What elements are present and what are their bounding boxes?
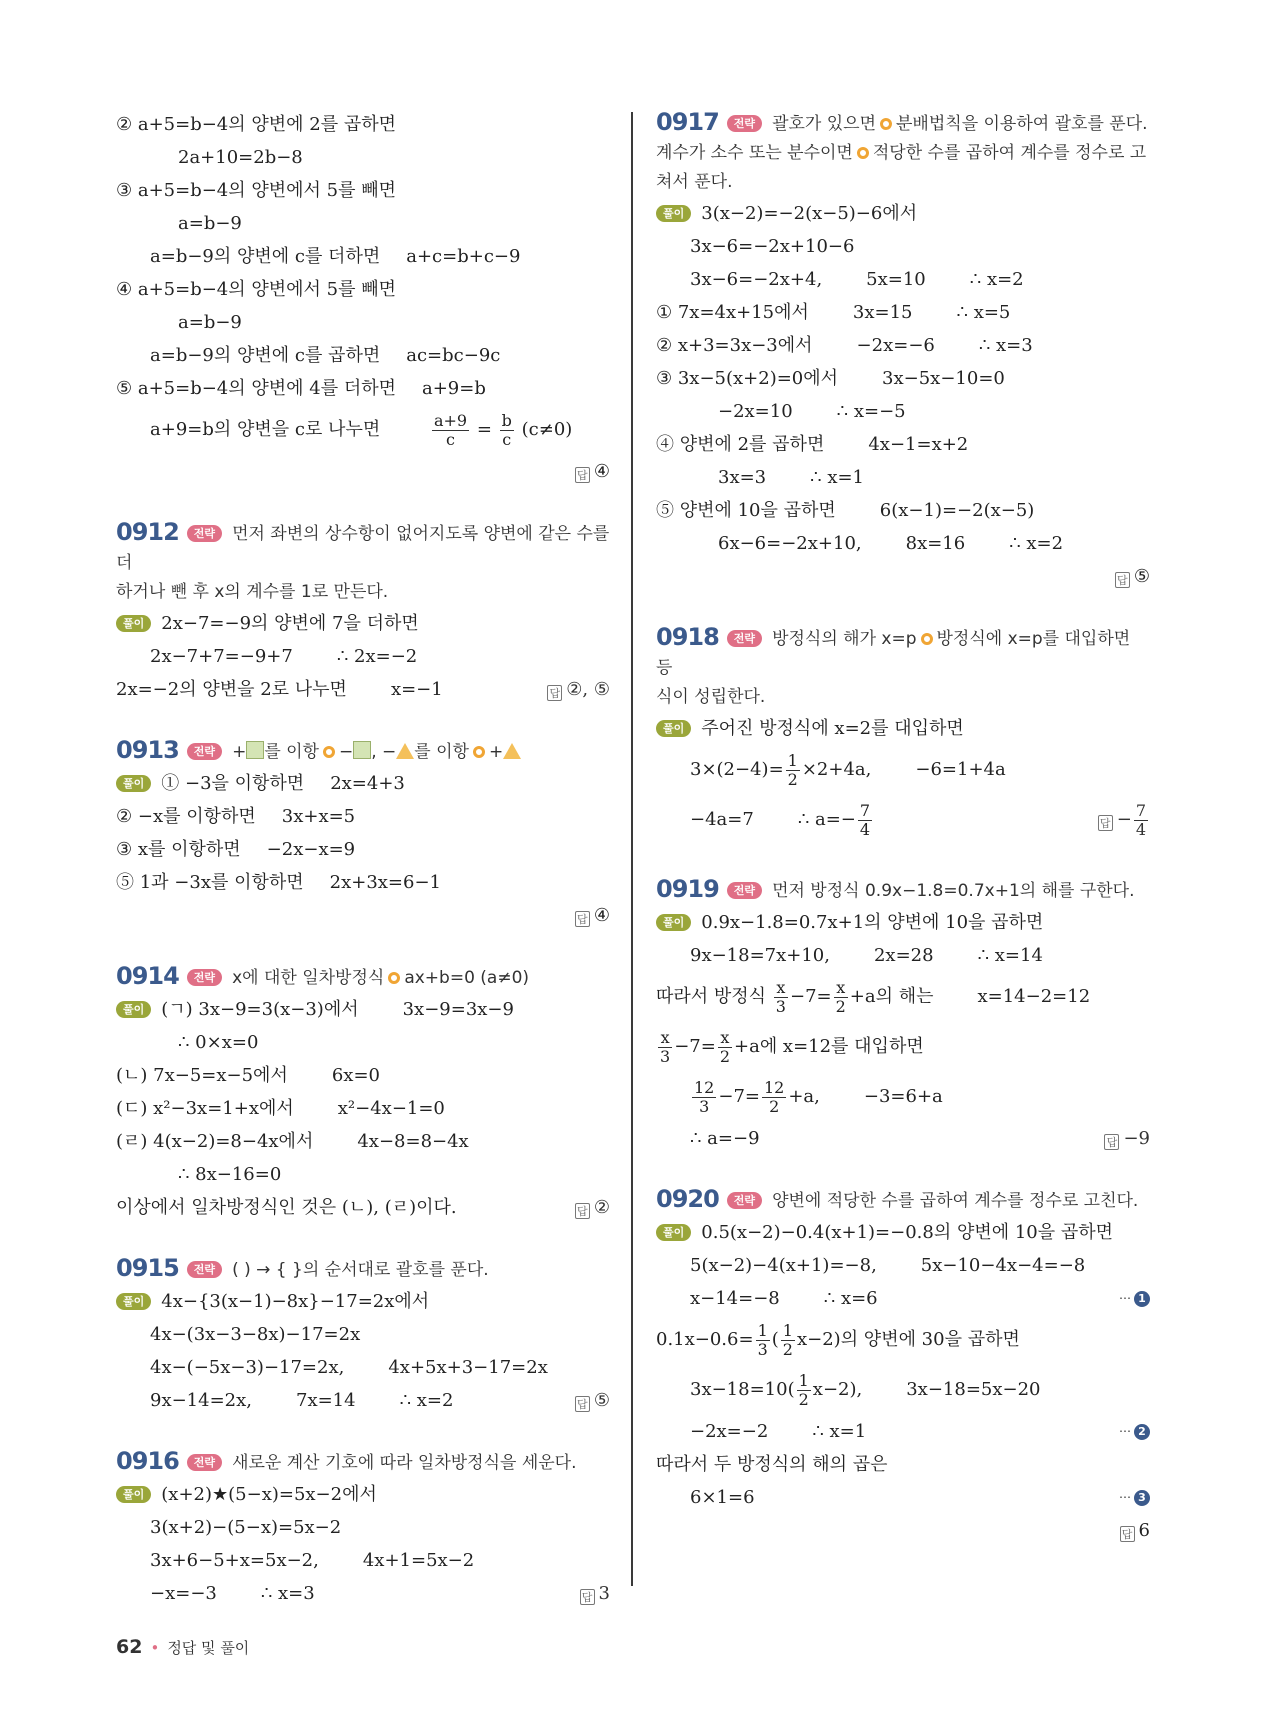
arrow-circle-icon — [921, 633, 933, 645]
text-line: (ㄷ) x²−3x=1+x에서 x²−4x−1=0 — [116, 1098, 445, 1119]
problem-header: 0912 전략 먼저 좌변의 상수항이 없어지도록 양변에 같은 수를 더 하거나 뺀 후 x의 계수를 1로 만든다. — [116, 518, 610, 602]
text-line: (ㄴ) 7x−5=x−5에서 6x=0 — [116, 1065, 380, 1086]
answer: 답 6 — [656, 1514, 1150, 1547]
separator-dot: • — [150, 1639, 160, 1657]
answer-icon: 답 — [575, 467, 590, 483]
text-line: 풀이 0.9x−1.8=0.7x+1의 양변에 10을 곱하면 — [656, 906, 1150, 939]
problem-number: 0917 — [656, 108, 719, 136]
text-line: 풀이 (x+2)★(5−x)=5x−2에서 — [116, 1478, 610, 1511]
answer-icon: 답 — [580, 1589, 595, 1605]
answer: 답 ⑤ — [575, 1384, 610, 1417]
text-line: 풀이 ① −3을 이항하면 2x=4+3 — [116, 767, 610, 800]
text-line: 풀이 0.5(x−2)−0.4(x+1)=−0.8의 양변에 10을 곱하면 — [656, 1216, 1150, 1249]
problem-header: 0914 전략 x에 대한 일차방정식 ax+b=0 (a≠0) — [116, 962, 530, 990]
text-line: ⑤ a+5=b−4의 양변에 4를 더하면 a+9=b — [116, 378, 486, 399]
strategy-badge: 전략 — [727, 1192, 762, 1209]
problem-0914 — [116, 962, 610, 1224]
text-line: 6×1=6 ⋯ 3 — [656, 1481, 1150, 1514]
page-footer — [116, 1636, 249, 1658]
text-line: 3x+6−5+x=5x−2, 4x+1=5x−2 — [150, 1550, 475, 1571]
text-line: a=b−9 — [178, 312, 242, 333]
answer-icon: 답 — [1115, 572, 1130, 588]
strategy-badge: 전략 — [187, 1261, 222, 1278]
text-line: ② x+3=3x−3에서 −2x=−6 ∴ x=3 — [656, 335, 1033, 356]
text-line: −4a=7 ∴ a=− $\frac{7}{4}$ 답 − $\frac{7}{4}$ — [656, 795, 1150, 845]
footer-title: 정답 및 풀이 — [167, 1639, 250, 1657]
text-line: 풀이 2x−7=−9의 양변에 7을 더하면 — [116, 607, 610, 640]
text-line: ① 7x=4x+15에서 3x=15 ∴ x=5 — [656, 302, 1011, 323]
arrow-circle-icon — [857, 147, 869, 159]
fraction: $\frac{b}{c}$ — [501, 410, 512, 449]
answer: 답 ⑤ — [656, 560, 1150, 593]
problem-0911-continued — [116, 108, 610, 488]
answer: 답 −9 — [1104, 1122, 1150, 1155]
text-line: x−14=−8 ∴ x=6 ⋯ 1 — [656, 1282, 1150, 1315]
text-line: a=b−9의 양변에 c를 곱하면 ac=bc−9c — [150, 345, 501, 366]
fraction: $\frac{12}{3}$ — [694, 1077, 715, 1116]
answer-icon: 답 — [547, 685, 562, 701]
answer-icon: 답 — [1098, 815, 1113, 831]
answer-icon: 답 — [575, 1396, 590, 1412]
arrow-circle-icon — [880, 118, 892, 130]
arrow-circle-icon — [323, 746, 335, 758]
answer: 답 ④ — [116, 899, 610, 932]
problem-number: 0915 — [116, 1254, 179, 1282]
problem-number: 0919 — [656, 875, 719, 903]
problem-0919 — [656, 875, 1150, 1155]
text-line: ② a+5=b−4의 양변에 2를 곱하면 — [116, 114, 396, 135]
answer: 답 ② — [575, 1191, 610, 1224]
text-line: 3(x+2)−(5−x)=5x−2 — [150, 1517, 342, 1538]
problem-0917 — [656, 108, 1150, 593]
answer: 답 − $\frac{7}{4}$ — [1098, 795, 1150, 845]
column-divider — [631, 112, 633, 1586]
step-marker-3: ⋯ 3 — [1119, 1481, 1150, 1514]
problem-number: 0914 — [116, 962, 179, 990]
problem-header: 0920 전략 양변에 적당한 수를 곱하여 계수를 정수로 고친다. — [656, 1185, 1139, 1213]
strategy-badge: 전략 — [187, 969, 222, 986]
strategy-badge: 전략 — [187, 743, 222, 760]
problem-header: 0917 전략 괄호가 있으면 분배법칙을 이용하여 괄호를 푼다. 계수가 소수 또는 분수이면 적당한 수를 곱하여 계수를 정수로 고 쳐서 푼다. — [656, 108, 1148, 192]
text-line: 풀이 3(x−2)=−2(x−5)−6에서 — [656, 197, 1150, 230]
text-line: −2x=−2 ∴ x=1 ⋯ 2 — [656, 1415, 1150, 1448]
answer: 답 ②, ⑤ — [547, 673, 610, 706]
text-line: 2x=−2의 양변을 2로 나누면 x=−1 답 ②, ⑤ — [116, 673, 610, 706]
problem-number: 0916 — [116, 1447, 179, 1475]
answer-icon: 답 — [1120, 1526, 1135, 1542]
text-line: −2x=10 ∴ x=−5 — [718, 401, 906, 422]
text-line: 따라서 방정식 $\frac{x}{3}$ −7= $\frac{x}{2}$ +a의 해는 x=14−2=12 — [656, 977, 1091, 1016]
text-line: a=b−9 — [178, 213, 242, 234]
text-line: 4x−(−5x−3)−17=2x, 4x+5x+3−17=2x — [150, 1357, 548, 1378]
step-marker-1: ⋯ 1 — [1119, 1282, 1150, 1315]
text-line: ④ a+5=b−4의 양변에서 5를 빼면 — [116, 279, 396, 300]
strategy-badge: 전략 — [727, 115, 762, 132]
text-line: ∴ 8x−16=0 — [178, 1164, 282, 1185]
answer-icon: 답 — [1104, 1134, 1119, 1150]
text-line: 따라서 두 방정식의 해의 곱은 — [656, 1454, 888, 1475]
problem-header: 0915 전략 ( ) → { }의 순서대로 괄호를 푼다. — [116, 1254, 489, 1282]
fraction: $\frac{x}{2}$ — [835, 977, 846, 1016]
text-line: ⑤ 양변에 10을 곱하면 6(x−1)=−2(x−5) — [656, 500, 1035, 521]
text-line: ∴ 0×x=0 — [178, 1032, 259, 1053]
page-number: 62 — [116, 1636, 143, 1658]
problem-header: 0918 전략 방정식의 해가 x=p 방정식에 x=p를 대입하면 등 식이 성립한다. — [656, 623, 1131, 707]
solution-badge: 풀이 — [116, 1486, 151, 1503]
fraction: $\frac{7}{4}$ — [1135, 800, 1146, 839]
text-line: 2a+10=2b−8 — [178, 147, 303, 168]
strategy-badge: 전략 — [727, 882, 762, 899]
square-icon — [246, 741, 264, 759]
text-line: ⑤ 1과 −3x를 이항하면 2x+3x=6−1 — [116, 872, 441, 893]
text-line: 9x−18=7x+10, 2x=28 ∴ x=14 — [690, 945, 1043, 966]
square-icon — [353, 741, 371, 759]
solution-badge: 풀이 — [116, 1001, 151, 1018]
text-line: 5(x−2)−4(x+1)=−8, 5x−10−4x−4=−8 — [690, 1255, 1086, 1276]
fraction: $\frac{1}{2}$ — [787, 750, 798, 789]
strategy-badge: 전략 — [727, 630, 762, 647]
problem-header: 0919 전략 먼저 방정식 0.9x−1.8=0.7x+1의 해를 구한다. — [656, 875, 1135, 903]
solution-badge: 풀이 — [656, 720, 691, 737]
text-line: ∴ a=−9 답 −9 — [656, 1122, 1150, 1155]
fraction: $\frac{x}{3}$ — [660, 1027, 671, 1066]
right-column — [656, 108, 1150, 1547]
text-line: 풀이 (ㄱ) 3x−9=3(x−3)에서 3x−9=3x−9 — [116, 993, 610, 1026]
problem-0920 — [656, 1185, 1150, 1547]
text-line: $\frac{12}{3}$ −7= $\frac{12}{2}$ +a, −3=6+a — [694, 1077, 943, 1116]
text-line: 3×(2−4)= $\frac{1}{2}$ ×2+4a, −6=1+4a — [690, 750, 1006, 789]
fraction: $\frac{1}{2}$ — [782, 1320, 793, 1359]
text-line: $\frac{x}{3}$ −7= $\frac{x}{2}$ +a에 x=12를 대입하면 — [660, 1027, 924, 1066]
text-line: 풀이 주어진 방정식에 x=2를 대입하면 — [656, 712, 1150, 745]
problem-0916 — [116, 1447, 610, 1610]
text-line: 이상에서 일차방정식인 것은 (ㄴ), (ㄹ)이다. 답 ② — [116, 1191, 610, 1224]
fraction: $\frac{12}{2}$ — [763, 1077, 785, 1116]
problem-number: 0913 — [116, 736, 179, 764]
text-line: 3x−18=10( $\frac{1}{2}$ x−2), 3x−18=5x−20 — [690, 1370, 1041, 1409]
text-line: 9x−14=2x, 7x=14 ∴ x=2 답 ⑤ — [116, 1384, 610, 1417]
problem-header: 0916 전략 새로운 계산 기호에 따라 일차방정식을 세운다. — [116, 1447, 577, 1475]
solution-badge: 풀이 — [656, 1224, 691, 1241]
fraction: $\frac{7}{4}$ — [859, 800, 871, 839]
answer-icon: 답 — [575, 1203, 590, 1219]
text-line: 3x=3 ∴ x=1 — [718, 467, 864, 488]
step-marker-2: ⋯ 2 — [1119, 1415, 1150, 1448]
text-line: 2x−7+7=−9+7 ∴ 2x=−2 — [150, 646, 418, 667]
problem-number: 0912 — [116, 518, 179, 546]
text-line: 6x−6=−2x+10, 8x=16 ∴ x=2 — [718, 533, 1064, 554]
text-line: 3x−6=−2x+4, 5x=10 ∴ x=2 — [690, 269, 1024, 290]
text-line: ④ 양변에 2를 곱하면 4x−1=x+2 — [656, 434, 969, 455]
text-line: a=b−9의 양변에 c를 더하면 a+c=b+c−9 — [150, 246, 521, 267]
left-column — [116, 108, 610, 1610]
problem-number: 0920 — [656, 1185, 719, 1213]
text-line: (ㄹ) 4(x−2)=8−4x에서 4x−8=8−4x — [116, 1131, 469, 1152]
text-line: ③ x를 이항하면 −2x−x=9 — [116, 839, 356, 860]
triangle-icon — [396, 743, 414, 759]
text-line: ③ a+5=b−4의 양변에서 5를 빼면 — [116, 180, 396, 201]
fraction: $\frac{1}{2}$ — [798, 1370, 809, 1409]
arrow-circle-icon — [388, 972, 400, 984]
text-line: a+9=b의 양변을 c로 나누면 $\frac{a+9}{c}$ = $\frac{b}{c}$ (c≠0) — [150, 410, 573, 449]
fraction: $\frac{a+9}{c}$ — [433, 410, 468, 449]
triangle-icon — [503, 743, 521, 759]
fraction: $\frac{x}{2}$ — [719, 1027, 730, 1066]
problem-0913 — [116, 736, 610, 932]
solution-badge: 풀이 — [116, 775, 151, 792]
answer-icon: 답 — [575, 911, 590, 927]
solution-badge: 풀이 — [116, 1293, 151, 1310]
problem-0918 — [656, 623, 1150, 845]
arrow-circle-icon — [473, 746, 485, 758]
fraction: $\frac{1}{3}$ — [757, 1320, 768, 1359]
problem-0912 — [116, 518, 610, 706]
text-line: 4x−(3x−3−8x)−17=2x — [150, 1324, 361, 1345]
problem-0915 — [116, 1254, 610, 1417]
solution-badge: 풀이 — [656, 914, 691, 931]
text-line: 풀이 4x−{3(x−1)−8x}−17=2x에서 — [116, 1285, 610, 1318]
answer: 답 3 — [580, 1577, 610, 1610]
text-line: ② −x를 이항하면 3x+x=5 — [116, 806, 356, 827]
text-line: 3x−6=−2x+10−6 — [690, 236, 855, 257]
answer: 답 ④ — [116, 455, 610, 488]
solution-badge: 풀이 — [116, 615, 151, 632]
text-line: 0.1x−0.6= $\frac{1}{3}$ ( $\frac{1}{2}$ x−2)의 양변에 30을 곱하면 — [656, 1320, 1020, 1359]
text-line: ③ 3x−5(x+2)=0에서 3x−5x−10=0 — [656, 368, 1005, 389]
strategy-badge: 전략 — [187, 525, 222, 542]
problem-header: 0913 전략 + 를 이항 − , − 를 이항 + — [116, 736, 610, 767]
strategy-badge: 전략 — [187, 1454, 222, 1471]
problem-number: 0918 — [656, 623, 719, 651]
text-line: −x=−3 ∴ x=3 답 3 — [116, 1577, 610, 1610]
solution-badge: 풀이 — [656, 205, 691, 222]
fraction: $\frac{x}{3}$ — [775, 977, 786, 1016]
